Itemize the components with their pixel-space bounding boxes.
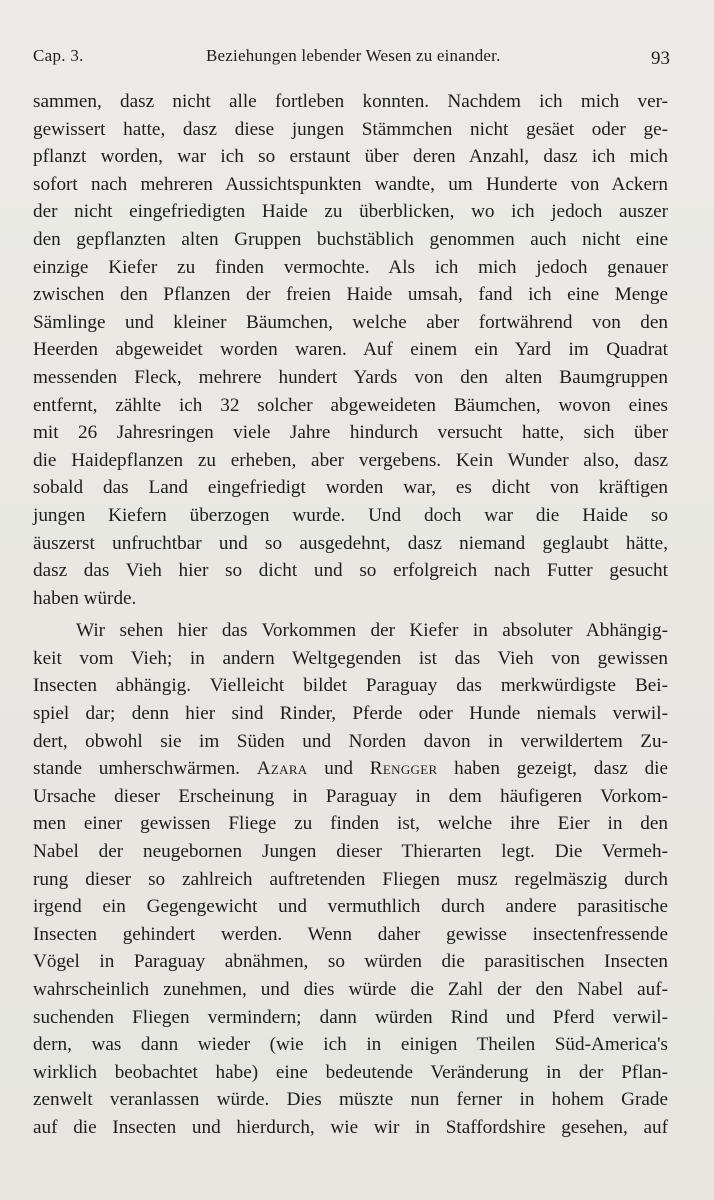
text-line: zenwelt veranlassen würde. Dies müszte nun ferner in hohem Grade [33, 1089, 668, 1111]
text-line: messenden Fleck, mehrere hundert Yards von den alten Baumgruppen [33, 366, 668, 388]
text-line: Wir sehen hier das Vorkommen der Kiefer in absoluter Abhängig- [76, 620, 668, 642]
text-line: Ursache dieser Erscheinung in Paraguay in dem häufigeren Vorkom- [33, 785, 668, 807]
text-line: spiel dar; denn hier sind Rinder, Pferde oder Hunde niemals verwil- [33, 703, 668, 725]
text-line: Heerden abgeweidet worden waren. Auf einem ein Yard im Quadrat [33, 339, 668, 361]
text-line: sofort nach mehreren Aussichtspunkten wandte, um Hunderte von Ackern [33, 173, 668, 195]
text-line: der nicht eingefriedigten Haide zu überblicken, wo ich jedoch auszer [33, 201, 668, 223]
text-line: irgend ein Gegengewicht und vermuthlich durch andere parasitische [33, 896, 668, 918]
text-line: Sämlinge und kleiner Bäumchen, welche aber fortwährend von den [33, 311, 668, 333]
author-name-rengger: Rengger [369, 758, 438, 780]
text-line: auf die Insecten und hierdurch, wie wir in Staffordshire gesehen, auf [33, 1116, 668, 1138]
body-text [33, 88, 668, 1142]
text-line: sobald das Land eingefriedigt worden war, es dicht von kräftigen [33, 477, 668, 499]
text-line: suchenden Fliegen vermindern; dann würden Rind und Pferd verwil- [33, 1006, 668, 1028]
text-line: Vögel in Paraguay abnähmen, so würden die parasitischen Insecten [33, 951, 668, 973]
text-line: den gepflanzten alten Gruppen buchstäblich genommen auch nicht eine [33, 228, 668, 250]
running-title: Beziehungen lebender Wesen zu einander. [206, 46, 501, 65]
text-line: wirklich beobachtet habe) eine bedeutende Veränderung in der Pflan- [33, 1061, 668, 1083]
text-line: äuszerst unfruchtbar und so ausgedehnt, dasz niemand geglaubt hätte, [33, 532, 668, 554]
running-header [33, 46, 670, 72]
paragraph [33, 88, 668, 612]
text-line: jungen Kiefern überzogen wurde. Und doch war die Haide so [33, 504, 668, 526]
text-line: wahrscheinlich zunehmen, und dies würde die Zahl der den Nabel auf- [33, 979, 668, 1000]
page-number: 93 [651, 48, 670, 69]
text-line: rung dieser so zahlreich auftretenden Fliegen musz regelmäszig durch [33, 868, 668, 890]
text-line: dern, was dann wieder (wie ich in einigen Theilen Süd-America's [33, 1034, 668, 1056]
text-line: die Haidepflanzen zu erheben, aber vergebens. Kein Wunder also, dasz [33, 449, 668, 471]
text-line: men einer gewissen Fliege zu finden ist, welche ihre Eier in den [33, 813, 668, 835]
text-line: zwischen den Pflanzen der freien Haide umsah, fand ich eine Menge [33, 284, 668, 306]
text-line: pflanzt worden, war ich so erstaunt über deren Anzahl, dasz ich mich [33, 146, 668, 168]
paragraph [33, 617, 668, 1141]
text-line: dasz das Vieh hier so dicht und so erfolgreich nach Futter gesucht [33, 560, 668, 582]
text-line: Nabel der neugebornen Jungen dieser Thierarten legt. Die Vermeh- [33, 841, 668, 863]
text-line: mit 26 Jahresringen viele Jahre hindurch versucht hatte, sich über [33, 422, 668, 444]
text-line: keit vom Vieh; in andern Weltgegenden ist das Vieh von gewissen [33, 647, 668, 669]
text-line-with-names: stande umherschwärmen. Azara und Rengger haben gezeigt, dasz die [33, 758, 669, 780]
text-line: entfernt, zählte ich 32 solcher abgeweideten Bäumchen, wovon eines [33, 394, 668, 416]
text-line: gewissert hatte, dasz diese jungen Stämmchen nicht gesäet oder ge- [33, 118, 668, 140]
text-line: haben würde. [33, 587, 137, 609]
text-line: sammen, dasz nicht alle fortleben konnten. Nachdem ich mich ver- [33, 91, 668, 112]
chapter-label: Cap. 3. [33, 46, 84, 65]
text-line: dert, obwohl sie im Süden und Norden davon in verwildertem Zu- [33, 730, 668, 752]
text-line: Insecten abhängig. Vielleicht bildet Paraguay das merkwürdigste Bei- [33, 675, 668, 697]
author-name-azara: Azara [256, 758, 308, 780]
text-line: Insecten gehindert werden. Wenn daher gewisse insectenfressende [33, 923, 668, 945]
text-line: einzige Kiefer zu finden vermochte. Als ich mich jedoch genauer [33, 256, 668, 278]
